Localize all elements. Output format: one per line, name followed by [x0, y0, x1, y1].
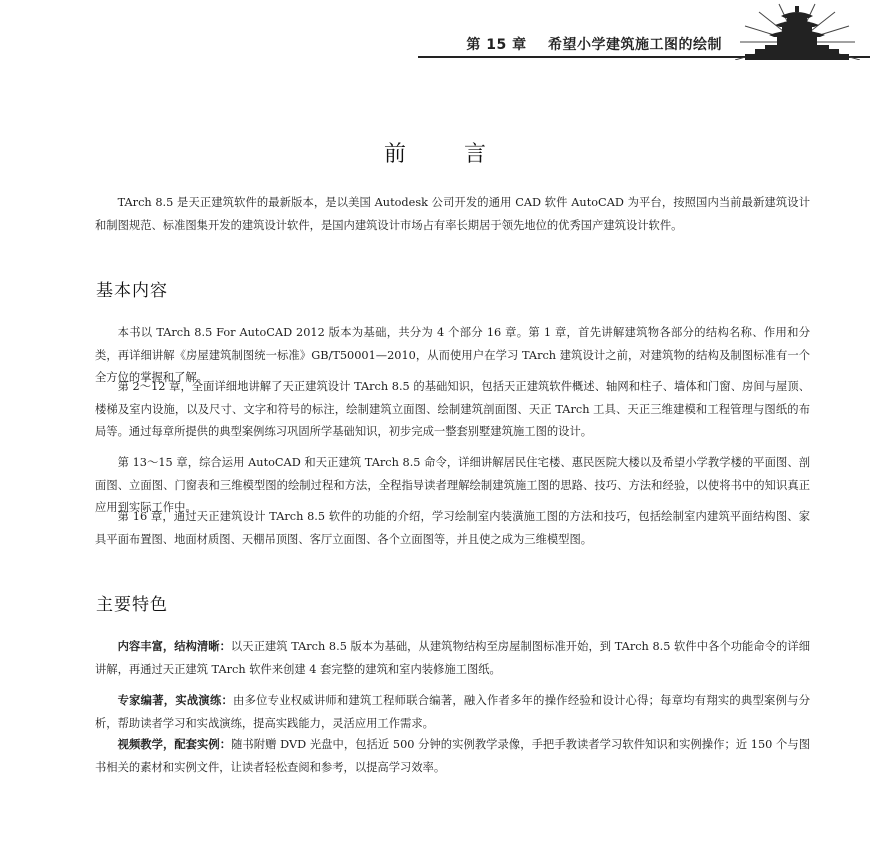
page-title — [0, 137, 870, 168]
feature-item — [95, 734, 810, 779]
section-heading-features: 主要特色 — [96, 595, 168, 615]
preface-intro: TArch 8.5 是天正建筑软件的最新版本，是以美国 Autodesk 公司开发的通用 CAD 软件 AutoCAD 为平台，按照国内当前最新建筑设计和制图规范、标准图集开发的建筑设计软件，是国内建筑设计市场占有率长期居于领先地位的优秀国产建筑设计软件。 — [95, 196, 810, 232]
basic-paragraph-2: 第 2～12 章，全面详细地讲解了天正建筑设计 TArch 8.5 的基础知识，包括天正建筑软件概述、轴网和柱子、墙体和门窗、房间与屋顶、楼梯及室内设施，以及尺寸、文字和符号的标注，绘制建筑立面图、绘制建筑剖面图、天正 TArch 工具、天正三维建模和工程管理与图纸的布局等。通过每章所提供的典型案例练习巩固所学基础知识，初步完成一整套别墅建筑施工图的设计。 — [95, 380, 810, 438]
basic-paragraph-3: 第 13～15 章，综合运用 AutoCAD 和天正建筑 TArch 8.5 命令，详细讲解居民住宅楼、惠民医院大楼以及希望小学教学楼的平面图、剖面图、立面图、门窗表和三维模型图的绘制过程和方法，全程指导读者理解绘制建筑施工图的思路、技巧、方法和经验，以使将书中的知识真正应用到实际工作中。 — [95, 456, 810, 514]
section-heading-basic: 基本内容 — [96, 281, 168, 301]
page-header — [0, 0, 870, 60]
feature-lead: 专家编著，实战演练： — [117, 694, 234, 707]
header-title: 希望小学建筑施工图的绘制 — [548, 37, 722, 53]
feature-lead: 视频教学，配套实例： — [117, 738, 232, 751]
title-char-right: 言 — [464, 142, 487, 167]
running-header — [466, 34, 722, 54]
basic-paragraph-4: 第 16 章，通过天正建筑设计 TArch 8.5 软件的功能的介绍，学习绘制室内装潢施工图的方法和技巧，包括绘制室内建筑平面结构图、家具平面布置图、地面材质图、天棚吊顶图、客厅立面图、各个立面图等，并且使之成为三维模型图。 — [95, 510, 810, 546]
feature-text: 由多位专业权威讲师和建筑工程师联合编著，融入作者多年的操作经验和设计心得；每章均有翔实的典型案例与分析，帮助读者学习和实战演练，提高实践能力，灵活应用工作需求。 — [95, 694, 810, 730]
feature-lead: 内容丰富，结构清晰： — [117, 640, 231, 653]
feature-text: 随书附赠 DVD 光盘中，包括近 500 分钟的实例教学录像，手把手教读者学习软件知识和实例操作；近 150 个与图书相关的素材和实例文件，让读者轻松查阅和参考，以提高学习效率。 — [95, 738, 810, 774]
feature-text: 以天正建筑 TArch 8.5 版本为基础，从建筑物结构至房屋制图标准开始，到 TArch 8.5 软件中各个功能命令的详细讲解，再通过天正建筑 TArch 软件来创建 4 套完整的建筑和室内装修施工图纸。 — [95, 640, 810, 676]
feature-item — [95, 636, 810, 681]
title-char-left: 前 — [383, 142, 406, 167]
feature-item — [95, 690, 810, 735]
basic-paragraph-1: 本书以 TArch 8.5 For AutoCAD 2012 版本为基础，共分为 4 个部分 16 章。第 1 章，首先讲解建筑物各部分的结构名称、作用和分类，再详细讲解《房屋建筑制图统一标准》GB/T50001—2010，从而使用户在学习 TArch 建筑设计之前，对建筑物的结构及制图标准有一个全方位的掌握和了解。 — [95, 326, 810, 384]
temple-roof-logo-icon — [735, 2, 860, 60]
header-chapter: 第 15 章 — [466, 37, 527, 53]
